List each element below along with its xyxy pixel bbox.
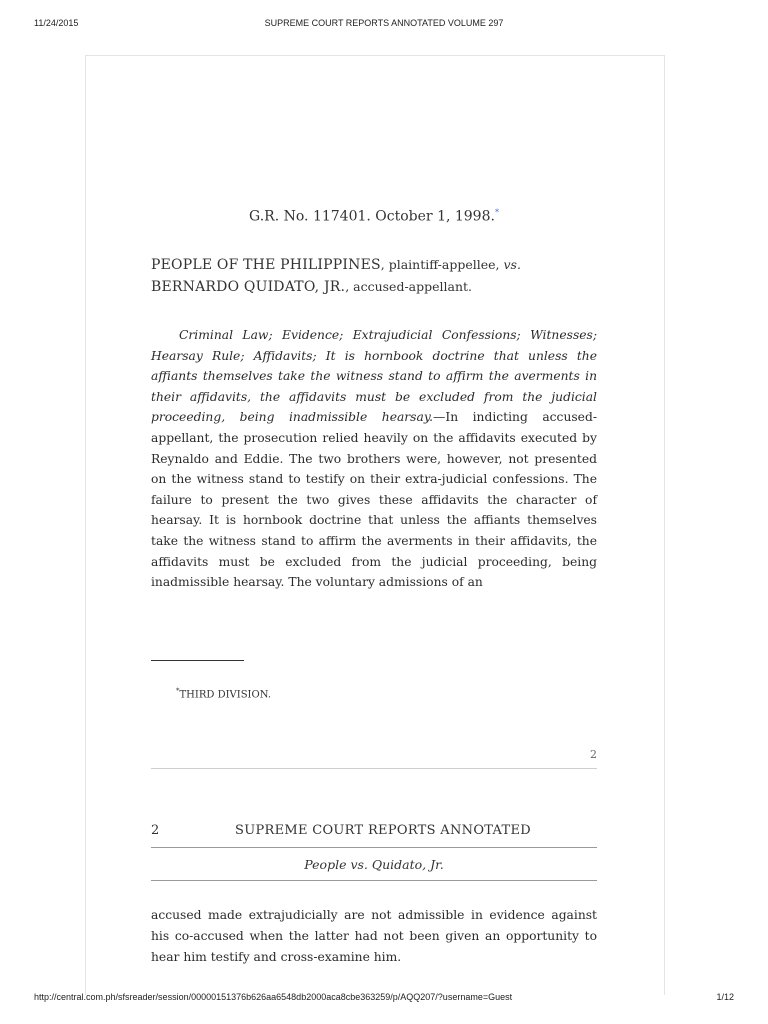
print-header: [0, 18, 768, 32]
syllabus-heading: Criminal Law; Evidence; Extrajudicial Confessions; Witnesses; Hearsay Rule; Affidavits; It is hornbook doctrine that unless the affiants themselves take the witness stand to affirm the averments in their affidavits, the affidavits must be excluded from the judicial proceeding, being inadmissible hearsay.: [151, 328, 597, 425]
running-head-title: SUPREME COURT REPORTS ANNOTATED: [235, 823, 532, 838]
running-head-rule: [151, 847, 597, 848]
continuation-paragraph: accused made extrajudicially are not admissible in evidence against his co-accused when the latter had not been given an opportunity to hear him testify and cross-examine him.: [151, 908, 597, 964]
footnote-marker: *: [176, 687, 180, 695]
case-title-rule: [151, 880, 597, 881]
case-parties: [151, 254, 597, 298]
versus: vs.: [503, 257, 521, 272]
gr-number: [151, 208, 597, 225]
page-divider: [151, 768, 597, 769]
page-number: 2: [590, 748, 597, 761]
syllabus-body: —In indicting accused-appellant, the prosecution relied heavily on the affidavits executed by Reynaldo and Eddie. The two brothers were, however, not presented on the witness stand to testify on their extra-judicial confessions. The failure to present the two gives these affidavits the character of hearsay. It is hornbook doctrine that unless the affiants themselves take the witness stand to affirm the averments in their affidavits, the affidavits must be excluded from the judicial proceeding, being inadmissible hearsay. The voluntary admissions of an: [151, 410, 597, 590]
syllabus-paragraph: [151, 325, 597, 593]
party2-role: , accused-appellant.: [345, 279, 473, 294]
party2-name: BERNARDO QUIDATO, JR.: [151, 279, 346, 295]
footnote: [176, 687, 271, 700]
print-title: SUPREME COURT REPORTS ANNOTATED VOLUME 297: [264, 18, 504, 28]
print-date: 11/24/2015: [34, 18, 79, 28]
running-head-number: 2: [151, 823, 160, 838]
case-title: People vs. Quidato, Jr.: [304, 857, 444, 872]
print-page-count: 1/12: [716, 992, 734, 1002]
footnote-link[interactable]: *: [494, 208, 499, 217]
print-url: http://central.com.ph/sfsreader/session/00000151376b626aa6548db2000aca8cbe363259/p/AQQ207/?username=Guest: [34, 992, 513, 1002]
footnote-text: THIRD DIVISION.: [179, 689, 271, 701]
gr-number-text: G.R. No. 117401. October 1, 1998.: [249, 208, 495, 225]
print-footer: [0, 992, 768, 1006]
footnote-divider: [151, 660, 244, 661]
party1-role: , plaintiff-appellee,: [380, 257, 504, 272]
party1-name: PEOPLE OF THE PHILIPPINES: [151, 257, 381, 273]
